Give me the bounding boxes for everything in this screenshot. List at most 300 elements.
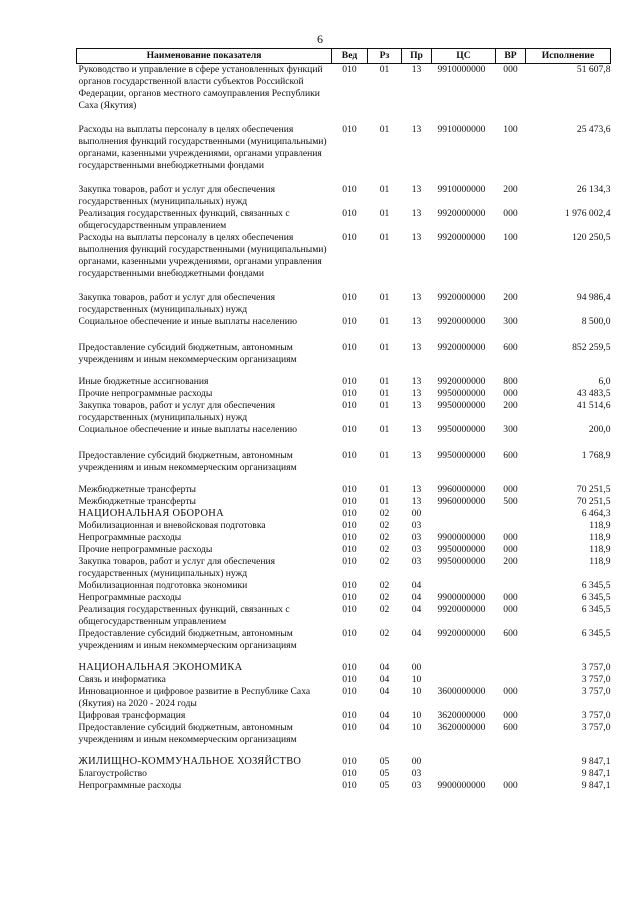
- cell-pr: 04: [411, 580, 422, 591]
- cell-cs: 9920000000: [437, 232, 486, 243]
- cell-name: [77, 366, 332, 376]
- page-number: 6: [317, 32, 323, 46]
- cell-execution: 3 757,0: [581, 710, 611, 721]
- cell-vr: 100: [503, 232, 518, 243]
- cell-rz: 04: [379, 722, 390, 733]
- cell-execution: 200,0: [588, 424, 611, 435]
- cell-vr: 000: [503, 532, 518, 543]
- cell-vr: 200: [503, 556, 518, 567]
- cell-ved: 010: [342, 484, 357, 495]
- cell-cs: 9950000000: [437, 400, 486, 411]
- cell-cs: 9960000000: [437, 484, 486, 495]
- table-row: [77, 580, 611, 592]
- table-row: [77, 496, 611, 508]
- cell-ved: 010: [342, 400, 357, 411]
- cell-vr: [496, 580, 526, 592]
- cell-cs: 9950000000: [437, 450, 486, 461]
- cell-pr: [402, 112, 432, 124]
- table-row: [77, 450, 611, 474]
- cell-name: Связь и информатика: [78, 674, 166, 685]
- cell-name: [77, 746, 332, 756]
- cell-pr: 03: [411, 768, 422, 779]
- cell-vr: [496, 474, 526, 484]
- cell-pr: 03: [411, 532, 422, 543]
- cell-rz: 04: [379, 710, 390, 721]
- cell-name: Межбюджетные трансферты: [78, 484, 196, 495]
- table-row: [77, 484, 611, 496]
- table-row: [77, 342, 611, 366]
- cell-vr: [496, 112, 526, 124]
- cell-rz: [368, 112, 402, 124]
- cell-pr: 04: [411, 592, 422, 603]
- cell-rz: 01: [379, 208, 390, 219]
- cell-name: Реализация государственных функций, связанных с общегосударственным управлением: [78, 208, 290, 231]
- cell-cs: [432, 520, 496, 532]
- cell-ved: 010: [342, 780, 357, 791]
- cell-name: НАЦИОНАЛЬНАЯ ОБОРОНА: [78, 508, 224, 519]
- cell-pr: 00: [411, 662, 422, 673]
- cell-ved: 010: [342, 388, 357, 399]
- cell-ved: 010: [342, 342, 357, 353]
- table-header-row: [77, 49, 611, 64]
- table-row: [77, 208, 611, 232]
- cell-cs: 3620000000: [437, 722, 486, 733]
- cell-rz: 02: [379, 556, 390, 567]
- cell-pr: [402, 474, 432, 484]
- cell-cs: 9900000000: [437, 780, 486, 791]
- cell-pr: 00: [411, 508, 422, 519]
- cell-vr: 000: [503, 544, 518, 555]
- cell-vr: [496, 366, 526, 376]
- table-body: [77, 64, 611, 793]
- cell-vr: 000: [503, 604, 518, 615]
- expenditure-table: [76, 48, 611, 792]
- cell-ved: 010: [342, 686, 357, 697]
- cell-cs: 9900000000: [437, 532, 486, 543]
- cell-cs: [432, 674, 496, 686]
- cell-pr: 10: [411, 722, 422, 733]
- cell-pr: 13: [411, 376, 422, 387]
- cell-vr: 000: [503, 780, 518, 791]
- table-row: [77, 508, 611, 520]
- cell-execution: 118,9: [589, 532, 611, 543]
- cell-rz: 02: [379, 628, 390, 639]
- cell-cs: [432, 508, 496, 520]
- cell-ved: 010: [342, 532, 357, 543]
- cell-vr: 000: [503, 484, 518, 495]
- cell-rz: 01: [379, 292, 390, 303]
- cell-name: Закупка товаров, работ и услуг для обеспечения государственных (муниципальных) нужд: [78, 292, 276, 315]
- cell-pr: [402, 328, 432, 342]
- cell-ved: 010: [342, 232, 357, 243]
- cell-execution: 6 345,5: [581, 628, 611, 639]
- table-row: [77, 124, 611, 184]
- cell-rz: 02: [379, 532, 390, 543]
- cell-pr: 03: [411, 780, 422, 791]
- cell-ved: 010: [342, 496, 357, 507]
- cell-vr: [496, 652, 526, 662]
- cell-pr: 13: [411, 496, 422, 507]
- table-row: [77, 184, 611, 208]
- cell-ved: 010: [342, 768, 357, 779]
- cell-cs: 9910000000: [437, 64, 486, 75]
- cell-vr: [496, 768, 526, 780]
- cell-vr: 600: [503, 722, 518, 733]
- cell-pr: 13: [411, 232, 422, 243]
- table-row: [77, 604, 611, 628]
- cell-name: [77, 328, 332, 342]
- table-row: [77, 674, 611, 686]
- table-row: [77, 424, 611, 436]
- cell-name: Предоставление субсидий бюджетным, автономным учреждениям и иным некоммерческим организациям: [78, 450, 297, 473]
- table-row: [77, 328, 611, 342]
- table-row: [77, 366, 611, 376]
- cell-name: Предоставление субсидий бюджетным, автономным учреждениям и иным некоммерческим организациям: [78, 342, 297, 365]
- cell-rz: 04: [379, 686, 390, 697]
- cell-cs: [432, 662, 496, 674]
- table-row: [77, 232, 611, 292]
- cell-vr: 000: [503, 388, 518, 399]
- cell-pr: 03: [411, 520, 422, 531]
- cell-execution: 1 768,9: [581, 450, 611, 461]
- cell-execution: 70 251,5: [576, 496, 611, 507]
- cell-ved: 010: [342, 544, 357, 555]
- cell-rz: 05: [379, 780, 390, 791]
- cell-name: Предоставление субсидий бюджетным, автономным учреждениям и иным некоммерческим организациям: [78, 628, 297, 651]
- cell-pr: 13: [411, 316, 422, 327]
- cell-rz: 01: [379, 484, 390, 495]
- cell-rz: 01: [379, 424, 390, 435]
- cell-execution: 3 757,0: [581, 722, 611, 733]
- cell-cs: [432, 756, 496, 768]
- cell-execution: 70 251,5: [576, 484, 611, 495]
- cell-execution: 9 847,1: [581, 768, 611, 779]
- cell-ved: 010: [342, 662, 357, 673]
- cell-pr: 13: [411, 184, 422, 195]
- cell-ved: [332, 474, 368, 484]
- cell-rz: 05: [379, 768, 390, 779]
- cell-ved: 010: [342, 520, 357, 531]
- cell-vr: 200: [503, 292, 518, 303]
- cell-ved: 010: [342, 508, 357, 519]
- cell-name: Расходы на выплаты персоналу в целях обеспечения выполнения функций государственными (муниципальными) органами, казенными учреждениями, органами управления государственными внебюджетными фондами: [78, 232, 327, 279]
- header-name: Наименование показателя: [77, 49, 332, 64]
- cell-name: [77, 652, 332, 662]
- cell-execution: 6,0: [598, 376, 611, 387]
- cell-rz: 01: [379, 388, 390, 399]
- cell-execution: 118,9: [589, 520, 611, 531]
- cell-cs: [432, 436, 496, 450]
- cell-name: Мобилизационная подготовка экономики: [78, 580, 248, 591]
- cell-cs: 9920000000: [437, 342, 486, 353]
- cell-rz: 01: [379, 496, 390, 507]
- cell-rz: 02: [379, 604, 390, 615]
- table-row: [77, 628, 611, 652]
- cell-name: Закупка товаров, работ и услуг для обеспечения государственных (муниципальных) нужд: [78, 400, 276, 423]
- cell-vr: [496, 746, 526, 756]
- table-row: [77, 544, 611, 556]
- cell-cs: [432, 328, 496, 342]
- header-execution: Исполнение: [526, 49, 611, 64]
- cell-name: Непрограммные расходы: [78, 592, 182, 603]
- cell-rz: 02: [379, 520, 390, 531]
- table-row: [77, 388, 611, 400]
- table-row: [77, 780, 611, 792]
- cell-rz: 02: [379, 508, 390, 519]
- cell-pr: 03: [411, 544, 422, 555]
- cell-pr: 04: [411, 628, 422, 639]
- table-row: [77, 532, 611, 544]
- table-row: [77, 112, 611, 124]
- cell-rz: 01: [379, 316, 390, 327]
- cell-rz: 01: [379, 232, 390, 243]
- table-row: [77, 768, 611, 780]
- cell-execution: 9 847,1: [581, 780, 611, 791]
- cell-vr: 000: [503, 710, 518, 721]
- cell-name: Прочие непрограммные расходы: [78, 544, 213, 555]
- header-vr: ВР: [496, 49, 526, 64]
- cell-cs: 9920000000: [437, 376, 486, 387]
- cell-ved: 010: [342, 592, 357, 603]
- cell-execution: 1 976 002,4: [564, 208, 611, 219]
- cell-vr: 000: [503, 64, 518, 75]
- cell-name: Инновационное и цифровое развитие в Республике Саха (Якутия) на 2020 - 2024 годы: [78, 686, 311, 709]
- cell-vr: 000: [503, 208, 518, 219]
- table-row: [77, 662, 611, 674]
- cell-cs: 9920000000: [437, 208, 486, 219]
- cell-name: Предоставление субсидий бюджетным, автономным учреждениям и иным некоммерческим организациям: [78, 722, 297, 745]
- cell-ved: 010: [342, 556, 357, 567]
- cell-name: Социальное обеспечение и иные выплаты населению: [78, 316, 297, 327]
- cell-name: [77, 112, 332, 124]
- cell-cs: 9910000000: [437, 184, 486, 195]
- cell-ved: 010: [342, 424, 357, 435]
- cell-execution: 3 757,0: [581, 674, 611, 685]
- cell-execution: 9 847,1: [581, 756, 611, 767]
- cell-pr: 10: [411, 686, 422, 697]
- cell-ved: 010: [342, 710, 357, 721]
- cell-cs: 3620000000: [437, 710, 486, 721]
- cell-rz: [368, 436, 402, 450]
- cell-vr: 600: [503, 450, 518, 461]
- cell-execution: [526, 366, 611, 376]
- table-row: [77, 376, 611, 388]
- cell-execution: 3 757,0: [581, 686, 611, 697]
- cell-rz: 04: [379, 662, 390, 673]
- cell-pr: 13: [411, 484, 422, 495]
- cell-name: Непрограммные расходы: [78, 532, 182, 543]
- cell-ved: 010: [342, 184, 357, 195]
- cell-cs: 9950000000: [437, 544, 486, 555]
- cell-name: НАЦИОНАЛЬНАЯ ЭКОНОМИКА: [78, 662, 243, 673]
- table-row: [77, 316, 611, 328]
- header-cs: ЦС: [432, 49, 496, 64]
- cell-cs: 9950000000: [437, 388, 486, 399]
- cell-name: [77, 436, 332, 450]
- cell-pr: [402, 746, 432, 756]
- cell-pr: 13: [411, 450, 422, 461]
- header-pr: Пр: [402, 49, 432, 64]
- cell-rz: [368, 746, 402, 756]
- cell-rz: 01: [379, 184, 390, 195]
- table-row: [77, 756, 611, 768]
- cell-execution: 6 464,3: [581, 508, 611, 519]
- cell-pr: [402, 652, 432, 662]
- cell-ved: 010: [342, 316, 357, 327]
- cell-cs: [432, 580, 496, 592]
- cell-cs: [432, 746, 496, 756]
- cell-execution: 3 757,0: [581, 662, 611, 673]
- cell-cs: [432, 652, 496, 662]
- cell-vr: 500: [503, 496, 518, 507]
- header-rz: Рз: [368, 49, 402, 64]
- cell-rz: 01: [379, 400, 390, 411]
- cell-pr: 13: [411, 208, 422, 219]
- cell-execution: 94 986,4: [576, 292, 611, 303]
- cell-pr: 13: [411, 424, 422, 435]
- header-ved: Вед: [332, 49, 368, 64]
- table-row: [77, 400, 611, 424]
- cell-vr: 000: [503, 686, 518, 697]
- cell-cs: 9920000000: [437, 292, 486, 303]
- cell-rz: 05: [379, 756, 390, 767]
- cell-vr: [496, 520, 526, 532]
- cell-execution: 41 514,6: [576, 400, 611, 411]
- cell-vr: 600: [503, 628, 518, 639]
- cell-pr: 13: [411, 292, 422, 303]
- cell-rz: [368, 474, 402, 484]
- table-row: [77, 436, 611, 450]
- cell-rz: 02: [379, 544, 390, 555]
- cell-execution: 25 473,6: [576, 124, 611, 135]
- table-row: [77, 722, 611, 746]
- cell-execution: 8 500,0: [581, 316, 611, 327]
- cell-vr: 000: [503, 592, 518, 603]
- cell-name: [77, 474, 332, 484]
- cell-rz: 01: [379, 376, 390, 387]
- cell-execution: 852 259,5: [572, 342, 611, 353]
- cell-cs: 3600000000: [437, 686, 486, 697]
- cell-ved: [332, 746, 368, 756]
- cell-ved: [332, 328, 368, 342]
- table-row: [77, 746, 611, 756]
- cell-cs: 9950000000: [437, 424, 486, 435]
- cell-vr: 100: [503, 124, 518, 135]
- cell-ved: [332, 366, 368, 376]
- table-row: [77, 474, 611, 484]
- cell-pr: 10: [411, 710, 422, 721]
- cell-rz: 04: [379, 674, 390, 685]
- cell-name: Закупка товаров, работ и услуг для обеспечения государственных (муниципальных) нужд: [78, 184, 276, 207]
- cell-name: Реализация государственных функций, связанных с общегосударственным управлением: [78, 604, 290, 627]
- cell-vr: 300: [503, 424, 518, 435]
- table-row: [77, 556, 611, 580]
- cell-pr: [402, 436, 432, 450]
- cell-name: Прочие непрограммные расходы: [78, 388, 213, 399]
- cell-ved: [332, 436, 368, 450]
- cell-execution: [526, 436, 611, 450]
- cell-execution: [526, 652, 611, 662]
- cell-pr: 00: [411, 756, 422, 767]
- cell-name: Благоустройство: [78, 768, 147, 779]
- cell-cs: 9900000000: [437, 592, 486, 603]
- cell-pr: 03: [411, 556, 422, 567]
- cell-cs: 9920000000: [437, 604, 486, 615]
- cell-vr: 800: [503, 376, 518, 387]
- cell-cs: 9960000000: [437, 496, 486, 507]
- cell-execution: 6 345,5: [581, 604, 611, 615]
- cell-execution: 6 345,5: [581, 580, 611, 591]
- cell-execution: [526, 746, 611, 756]
- cell-pr: 10: [411, 674, 422, 685]
- cell-ved: 010: [342, 376, 357, 387]
- cell-pr: 13: [411, 64, 422, 75]
- cell-execution: [526, 328, 611, 342]
- cell-cs: 9910000000: [437, 124, 486, 135]
- cell-vr: [496, 328, 526, 342]
- cell-execution: 118,9: [589, 556, 611, 567]
- cell-name: Руководство и управление в сфере установленных функций органов государственной власти субъектов Российской Федерации, органов местного самоуправления Республики Саха (Якутия): [78, 64, 323, 111]
- table-row: [77, 592, 611, 604]
- cell-ved: 010: [342, 64, 357, 75]
- cell-vr: 600: [503, 342, 518, 353]
- cell-execution: 120 250,5: [572, 232, 611, 243]
- cell-name: Непрограммные расходы: [78, 780, 182, 791]
- cell-rz: 01: [379, 450, 390, 461]
- cell-ved: 010: [342, 208, 357, 219]
- cell-execution: [526, 474, 611, 484]
- table-row: [77, 520, 611, 532]
- cell-name: Иные бюджетные ассигнования: [78, 376, 209, 387]
- cell-cs: 9920000000: [437, 628, 486, 639]
- table-row: [77, 710, 611, 722]
- cell-ved: 010: [342, 124, 357, 135]
- cell-rz: 01: [379, 124, 390, 135]
- cell-cs: 9920000000: [437, 316, 486, 327]
- cell-execution: 26 134,3: [576, 184, 611, 195]
- cell-ved: [332, 112, 368, 124]
- cell-vr: [496, 508, 526, 520]
- cell-rz: 01: [379, 342, 390, 353]
- cell-vr: [496, 436, 526, 450]
- cell-vr: [496, 756, 526, 768]
- cell-ved: 010: [342, 604, 357, 615]
- cell-ved: 010: [342, 756, 357, 767]
- cell-name: Цифровая трансформация: [78, 710, 186, 721]
- cell-ved: 010: [342, 674, 357, 685]
- cell-pr: 04: [411, 604, 422, 615]
- cell-cs: [432, 474, 496, 484]
- table-row: [77, 292, 611, 316]
- cell-vr: 300: [503, 316, 518, 327]
- cell-rz: [368, 328, 402, 342]
- cell-cs: [432, 112, 496, 124]
- cell-pr: 13: [411, 400, 422, 411]
- cell-name: Закупка товаров, работ и услуг для обеспечения государственных (муниципальных) нужд: [78, 556, 276, 579]
- table-row: [77, 652, 611, 662]
- cell-ved: 010: [342, 580, 357, 591]
- cell-vr: 200: [503, 184, 518, 195]
- cell-name: Социальное обеспечение и иные выплаты населению: [78, 424, 297, 435]
- cell-vr: [496, 662, 526, 674]
- cell-rz: [368, 652, 402, 662]
- cell-vr: [496, 674, 526, 686]
- cell-execution: 6 345,5: [581, 592, 611, 603]
- cell-ved: 010: [342, 722, 357, 733]
- cell-vr: 200: [503, 400, 518, 411]
- cell-rz: 02: [379, 592, 390, 603]
- cell-rz: [368, 366, 402, 376]
